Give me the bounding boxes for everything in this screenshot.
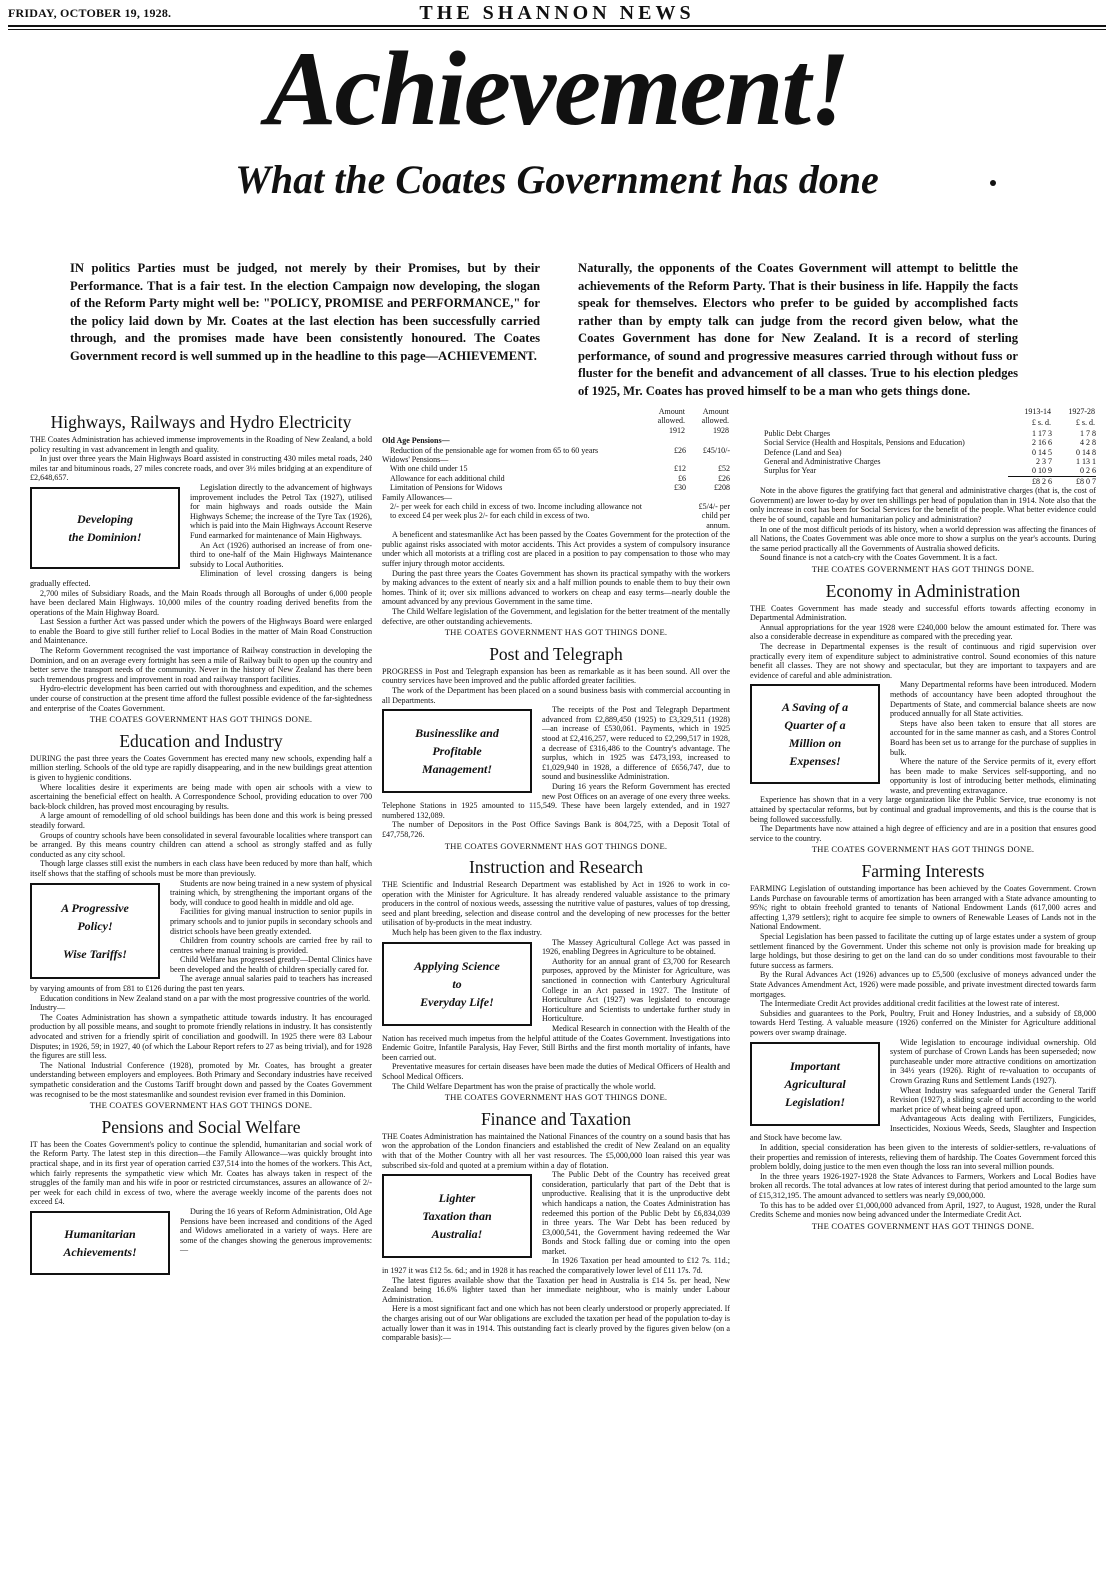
callout-line: Legislation! — [784, 1094, 845, 1109]
bullet-dot — [990, 180, 996, 186]
table-row: Family Allowances— — [382, 492, 452, 502]
tax-table — [750, 406, 1096, 486]
table-row: Social Service (Health and Hospitals, Pensions and Education) 2 16 6 4 2 8 — [764, 438, 1096, 448]
paragraph: Annual appropriations for the year 1928 were £240,000 below the amount estimated for. There was also a considerable decrease in expenditure as compared with the preceding year. — [750, 622, 1096, 642]
column-2 — [382, 406, 730, 1343]
paragraph: FARMING Legislation of outstanding importance has been achieved by the Coates Government. Crown Lands Purchase on favourable terms of amortization has been arranged with a State advance amounting to 95%; right to obtain freehold granted to tenants of National Endowment Lands (617,000 acres and affecting 1,379 settlers); right to acquire fee simple to owners of Renewable Leases of Lands not in the National Endowment. — [750, 884, 1096, 932]
column-1 — [30, 406, 372, 1279]
paragraph: In just over three years the Main Highways Board assisted in constructing 430 miles metal roads, 240 miles tar and bituminous roads, 27 miles concrete roads, and over 3½ miles bridging at an expenditure of £2,648,657. — [30, 454, 372, 483]
paragraph: Experience has shown that in a very large organization like the Public Service, true economy is not attained by spectacular reforms, but by continual and gradual improvements, and this is the course that is being followed successfully. — [750, 795, 1096, 824]
callout-line: Australia! — [431, 1227, 483, 1242]
paragraph: Industry— — [30, 1003, 66, 1013]
paragraph: During the past three years the Coates Government has shown its practical sympathy with the workers by making advances to the extent of nearly six and a half million pounds to enable them to buy their own homes. Think of it; over six millions advanced to workers on cheap and easy terms—nearly double the amount advanced by any previous Government in the same time. — [382, 568, 730, 607]
callout-line: Management! — [421, 762, 492, 777]
paragraph: Advantageous Acts dealing with Fertilizers, Fungicides, Insecticides, Noxious Weeds, Seeds, Slaughter and Inspection and Stock have become law. — [750, 1114, 1096, 1143]
section-title-post: Post and Telegraph — [489, 643, 623, 664]
table-row: Public Debt Charges 1 17 3 1 7 8 — [764, 428, 1096, 438]
callout-line: Wise Tariffs! — [63, 946, 127, 961]
paragraph: During the 16 years of Reform Administration, Old Age Pensions have been increased and conditions of the Aged and Widows ameliorated in a variety of ways. Here are some of the changes showing the generous improvements:— — [180, 1206, 372, 1255]
paragraph: Sound finance is not a catch-cry with the Coates Government. It is a fact. — [760, 553, 998, 563]
refrain: THE COATES GOVERNMENT HAS GOT THINGS DONE. — [444, 1092, 668, 1103]
callout-line: Expenses! — [789, 754, 841, 769]
table-row: Surplus for Year 0 10 9 0 2 6 — [764, 466, 1096, 476]
table-total-row: £8 2 6 £8 0 7 — [750, 476, 1096, 486]
paragraph: Students are now being trained in a new system of physical training which, by strengthening the important organs of the body, will conduce to good health in middle and old age. — [170, 878, 372, 907]
callout-line: Profitable — [432, 744, 482, 759]
callout-box-taxation — [382, 1174, 532, 1258]
paragraph: Medical Research in connection with the Health of the Nation has received much impetus from the helpful attitude of the Coates Government. Investigations into Endemic Goitre, Infantile Paralysis, Hay Fever, Still Births and the first month mortality of infants, have been carried out. — [382, 1024, 730, 1062]
paragraph: Preventative measures for certain diseases have been made the duties of Medical Officers of Health and School Medical Officers. — [382, 1062, 730, 1081]
paragraph: In 1926 Taxation per head amounted to £12 7s. 11d.; in 1927 it was £12 5s. 6d.; and in 1928 it has reached the comparatively lower level of £11 17s. 7d. — [382, 1256, 730, 1276]
paragraph: The work of the Department has been placed on a sound business basis with commercial accounting in all Departments. — [382, 686, 730, 705]
paragraph: The Child Welfare Department has won the praise of practically the whole world. — [392, 1081, 656, 1091]
table-header: 1913-14 — [1024, 407, 1051, 416]
table-header: Amount allowed. 1928 — [701, 407, 729, 435]
paragraph: An Act (1926) authorised an increase of from one-third to one-half of the Main Highways Maintenance subsidy to Local Authorities. — [190, 540, 372, 569]
paragraph: To this has to be added over £1,000,000 advanced from April, 1927, to August, 1928, under the Rural Credits Scheme and monies now being advanced under the Intermediate Credit Act. — [750, 1200, 1096, 1220]
column-3 — [750, 406, 1096, 1235]
table-row: Allowance for each additional child £6 £26 — [390, 473, 730, 483]
callout-box-humanitarian — [30, 1211, 170, 1275]
callout-line: Humanitarian — [64, 1226, 136, 1241]
paragraph: A beneficent and statesmanlike Act has been passed by the Coates Government for the protection of the public against risks associated with motor accidents. This Act provides a system of compulsory insurance under which all motorists at a trifling cost are placed in a position to pay compensation to those who may suffer injury through motor accidents. — [382, 530, 730, 569]
section-title-highways: Highways, Railways and Hydro Electricity — [50, 412, 352, 432]
subheadline: What the Coates Government has done — [235, 157, 879, 202]
callout-line: Achievements! — [63, 1244, 137, 1259]
refrain: THE COATES GOVERNMENT HAS GOT THINGS DONE. — [811, 844, 1035, 855]
paragraph: Special Legislation has been passed to facilitate the cutting up of large estates under a system of group settlement financed by the Government. Under this scheme not only is provision made for breaking up large holdings, but those desiring to get on the land can do so under conditions most favourable to their future success as farmers. — [750, 932, 1096, 970]
callout-line: Important — [789, 1058, 840, 1073]
callout-line: Lighter — [438, 1191, 476, 1206]
paragraph: In addition, special consideration has been given to the interests of soldier-settlers, re-valuations of their properties and remission of interests, relieving them of hardship. The Coates Government forced this problem boldly, doing justice to the men even though the loss ran into several million pounds. — [750, 1143, 1096, 1172]
issue-date: FRIDAY, OCTOBER 19, 1928. — [8, 6, 172, 20]
refrain: THE COATES GOVERNMENT HAS GOT THINGS DONE. — [89, 1100, 313, 1111]
paragraph: The average annual salaries paid to teachers has increased by varying amounts of from £81 to £126 during the past ten years. — [30, 974, 372, 994]
callout-line: Policy! — [77, 918, 113, 933]
callout-line: Developing — [77, 511, 133, 526]
paragraph: Steps have also been taken to ensure that all stores are accounted for in the same manner as cash, and a Stores Control Board has been set us to arrange for the purchase of supplies in bulk. — [890, 718, 1096, 757]
table-header: Amount allowed. 1912 — [657, 407, 685, 435]
paragraph: THE Coates Administration has achieved immense improvements in the Roading of New Zealand, a bold policy resulting in vast advancement in length and quality. — [30, 435, 372, 454]
paragraph: Wide legislation to encourage individual ownership. Old system of purchase of Crown Lands has been superseded; now purchaseable under more attractive conditions on amortization in 34½ years (1926). Right of re-valuation to occupants of Crown Grazing Runs and Settlement Lands (1927). — [890, 1037, 1096, 1085]
callout-line: Taxation than — [422, 1209, 492, 1224]
callout-line: Everyday Life! — [420, 994, 494, 1009]
paragraph: A large amount of remodelling of old school buildings has been done and this work is being pressed steadily forward. — [30, 811, 372, 830]
callout-box-businesslike — [382, 709, 532, 793]
callout-line: Quarter of a — [784, 718, 846, 733]
table-row: Limitation of Pensions for Widows £30 £208 — [390, 483, 730, 493]
paragraph: The latest figures available show that the Taxation per head in Australia is £14 5s. per head, New Zealand being 16.6% lighter taxed than her immediate neighbour, who is mainly under Labour Administration. — [382, 1275, 730, 1304]
paragraph: THE Coates Government has made steady and successful efforts towards affecting economy in Departmental Administration. — [750, 603, 1096, 623]
paragraph: The number of Depositors in the Post Office Savings Bank is 804,725, with a Deposit Total of £47,758,726. — [382, 820, 730, 839]
callout-line: Applying Science — [414, 958, 500, 973]
paragraph: PROGRESS in Post and Telegraph expansion has been as remarkable as it has been sound. All over the country services have been improved and the public afforded greater facilities. — [382, 666, 730, 686]
refrain: THE COATES GOVERNMENT HAS GOT THINGS DONE. — [811, 1220, 1035, 1231]
callout-line: A Progressive — [61, 900, 129, 915]
paragraph: By the Rural Advances Act (1926) advances up to £5,500 (exclusive of moneys advanced under the State Advances Amendment Act, 1926) were made possible, and private investment directed towards farm mortgages. — [750, 970, 1096, 999]
intro-right: Naturally, the opponents of the Coates Government will attempt to belittle the achievements of the Reform Party. That is their business in life. Happily the facts speak for themselves. Electors who prefer to be guided by accomplished facts rather than by empty talk can judge from the record given below, what the Coates Government has done for New Zealand. It is a record of sterling performance, of sound and progressive measures carried through without fuss or fluster for the benefit and advancement of all classes. True to his election pledges of 1925, Mr. Coates has proved himself to be a man who gets things done. — [578, 261, 1018, 398]
paragraph: Where localities desire it experiments are being made with open air schools with a view to ascertaining the beneficial effect on health. A Correspondence School, providing education to over 700 back-block children, has proved most encouraging by results. — [30, 782, 372, 811]
paragraph: The decrease in Departmental expenses is the result of continuous and rigid supervision over practically every item of expenditure subject to administrative control. Sound economies of this nature benefit all classes. They are not showy and spectacular, but they are important to taxpayers and are evidence of careful and able administration. — [750, 641, 1096, 680]
intro-left: IN politics Parties must be judged, not merely by their Promises, but by their Performance. That is a fair test. In the election Campaign now developing, the slogan of the Reform Party might well be: "POLICY, PROMISE and PERFORMANCE," for the policy laid down by Mr. Coates at the last election has been successfully carried through, and the promises made have been consistently honoured. The Coates Government record is well summed up in the headline to this page—ACHIEVEMENT. — [70, 261, 540, 363]
callout-line: Million on — [788, 736, 842, 751]
paragraph: During 16 years the Reform Government has erected new Post Offices on an average of one every three weeks. Telephone Stations in 1925 amounted to 115,549. These have been largely extended, and in 1927 numbered 132,089. — [382, 781, 730, 820]
table-header: £ s. d. — [1031, 418, 1051, 428]
paragraph: Child Welfare has progressed greatly—Dental Clinics have been developed and the health of children specially cared for. — [170, 955, 372, 974]
callout-box-developing — [30, 487, 180, 569]
paragraph: Though large classes still exist the numbers in each class have been reduced by more than half, which itself shows that the staffing of schools must be more than previously. — [30, 859, 372, 878]
paragraph: The Intermediate Credit Act provides additional credit facilities at the lowest rate of interest. — [760, 999, 1060, 1009]
table-row: Widows' Pensions— — [382, 455, 449, 465]
section-title-finance: Finance and Taxation — [480, 1108, 632, 1129]
table-row: General and Administrative Charges 2 3 7 1 13 1 — [764, 457, 1096, 467]
callout-line: A Saving of a — [781, 700, 849, 715]
table-row: Defence (Land and Sea) 0 14 5 0 14 8 — [764, 447, 1096, 457]
paragraph: Hydro-electric development has been carried out with thoroughness and expedition, and the schemes under course of construction at the present time afford the fullest possible evidence of the far-sightedness and enterprise of the Coates Government. — [30, 684, 372, 713]
paragraph: Wheat Industry was safeguarded under the General Tariff Revision (1927), a sliding scale of tariff according to the world market price of wheat being agreed upon. — [890, 1085, 1096, 1114]
paragraph: Legislation directly to the advancement of highways improvement includes the Petrol Tax (1927), utilised for main highways and roads outside the Main Highways Scheme; the increase of the Tyre Tax (1926), which is paid into the Main Highways Account Reserve Fund earmarked for maintenance of Main Highways. — [190, 482, 372, 540]
headline: Achievement! — [265, 30, 849, 147]
paragraph: The receipts of the Post and Telegraph Department advanced from £2,889,450 (1925) to £3,329,511 (1928)—an increase of £530,061. Payments, which in 1925 stood at £2,416,257, were reduced to £2,299,517 in 1928, a decrease of £316,486 to the Country's advantage. The surplus, which in 1925 was £473,193, increased to £1,029,940 in 1928, a difference of £656,747, due to sound and businesslike Administration. — [542, 705, 730, 782]
paragraph: Last Session a further Act was passed under which the powers of the Highways Board were enlarged to enable the Board to give still further relief to Local Bodies in the matter of Main Road Construction and Maintenance. — [30, 617, 372, 646]
section-title-research: Instruction and Research — [469, 857, 643, 878]
table-row: 2/- per week for each child in excess of two. Income including allowance not to exceed £4 per week plus 2/- for each child in excess of two. £5/4/- per child per annum. — [390, 502, 730, 530]
paragraph: Authority for an annual grant of £3,700 for Research purposes, approved by the Minister for Agriculture, was sanctioned in connection with Canterbury Agricultural College in an Act passed in 1927. The Institute of Horticulture Act (1927) was legislated to encourage Horticulture and Scientists to undertake further study in Horticulture. — [542, 956, 730, 1024]
pensions-table — [382, 406, 730, 530]
paragraph: Facilities for giving manual instruction to senior pupils in primary schools and to junior pupils in secondary schools and district schools have been greatly extended. — [170, 907, 372, 936]
callout-line: to — [452, 976, 462, 991]
section-title-pensions: Pensions and Social Welfare — [101, 1116, 301, 1137]
section-title-education: Education and Industry — [119, 730, 283, 751]
paragraph: The Child Welfare legislation of the Government, and legislation for the better treatment of the mentally defective, are other outstanding achievements. — [382, 607, 730, 626]
paragraph: Elimination of level crossing dangers is being gradually effected. — [30, 569, 372, 588]
paragraph: In one of the most difficult periods of its history, when a world depression was affecting the finances of all Nations, the Coates Government was able once more to show a surplus on the year's accounts. During the same period practically all the Governments of Australia showed deficits. — [750, 524, 1096, 553]
paragraph: Many Departmental reforms have been introduced. Modern methods of accountancy have been adopted throughout the Departments of State, and commercial balance sheets are now produced annually for all State activities. — [890, 680, 1096, 719]
paragraph: Education conditions in New Zealand stand on a par with the most progressive countries of the world. — [40, 993, 371, 1003]
paragraph: Where the nature of the Service permits of it, every effort has been made to make Services self-supporting, and no opportunity is lost of introducing better methods, eliminating waste, and preventing extravagance. — [890, 757, 1096, 795]
callout-box-agricultural — [750, 1042, 880, 1126]
paragraph: The Public Debt of the Country has received great consideration, particularly that part of the Debt that is unproductive. Realising that it is the unproductive debt which handicaps a nation, the Coates Administration has redeemed this portion of the Public Debt by £6,834,039 in three years. The War Debt has been reduced by £3,000,541, the Government having redeemed the War Bonds and Stock falling due or coming into the open market. — [542, 1170, 730, 1256]
paragraph: Much help has been given to the flax industry. — [392, 928, 542, 938]
callout-line: Businesslike and — [415, 726, 499, 741]
refrain: THE COATES GOVERNMENT HAS GOT THINGS DONE. — [444, 627, 668, 638]
paragraph: DURING the past three years the Coates Government has erected many new schools, expending half a million sterling. Schools of the old type are rapidly disappearing, and in the new buildings great attention is given to hygienic conditions. — [30, 753, 372, 782]
callout-box-saving — [750, 684, 880, 784]
callout-line: Agricultural — [784, 1076, 846, 1091]
paragraph: The Massey Agricultural College Act was passed in 1926, enabling Degrees in Agriculture to be obtained. — [542, 937, 730, 957]
table-header: 1927-28 — [1068, 407, 1095, 416]
refrain: THE COATES GOVERNMENT HAS GOT THINGS DONE. — [444, 840, 668, 851]
paragraph: 2,700 miles of Subsidiary Roads, and the Main Roads through all Boroughs of under 6,000 people have been declared Main Highways. 10,000 miles of the country roading derived benefits from the operations of the Main Highway Board. — [30, 588, 372, 617]
refrain: THE COATES GOVERNMENT HAS GOT THINGS DONE. — [89, 714, 313, 725]
paragraph: Note in the above figures the gratifying fact that general and administrative charges (that is, the cost of Government) are lower to-day by over ten shillings per head of population than in 1914. Note also that the only increase in cost has been for Social Services for the benefit of the people. What better evidence could there be of sound, capable and humanitarian policy and administration? — [750, 486, 1096, 525]
paragraph: The Reform Government recognised the vast importance of Railway construction in developing the Dominion, and on an average every fortnight has seen a mile of Railway built to open up the country and better serve the transport needs of the community. Never in the history of New Zealand has there been such tremendous progress and improvement in road and railway transport facilities. — [30, 646, 372, 684]
table-row: With one child under 15 £12 £52 — [390, 464, 730, 474]
table-row: Reduction of the pensionable age for women from 65 to 60 years £26 £45/10/- — [390, 445, 730, 455]
paragraph: The Departments have now attained a high degree of efficiency and are in a position that ensures good service to the country. — [750, 824, 1096, 843]
paragraph: Subsidies and guarantees to the Pork, Poultry, Fruit and Honey Industries, and a subsidy of £8,000 towards Herd Testing. A valuable measure (1926) conferred on the Minister for Agriculture additional powers over swamp drainage. — [750, 1008, 1096, 1037]
callout-box-progressive — [30, 883, 160, 979]
callout-line: the Dominion! — [68, 529, 142, 544]
paragraph: THE Coates Administration has maintained the National Finances of the country on a sound basis that has won the approbation of the London financiers and established the credit of New Zealand on an equality with that of the Mother Country with all her vast resources. The £5,000,000 loan raised this year was subscribed six-fold and quoted at a premium within a day of flotation. — [382, 1131, 730, 1170]
paragraph: The Coates Administration has shown a sympathetic attitude towards industry. It has encouraged production by all possible means, and sought to promote friendly relations in industry. It has consistently advocated and striven for a friendly spirit of conciliation and goodwill. In 1925 there were 83 Labour Disputes; in 1926, 59; in 1927, 40 (of which the Labour Report refers to 27 as being trivial), and for 1928 the figures are still less. — [30, 1012, 372, 1061]
newspaper-name: THE SHANNON NEWS — [419, 2, 695, 24]
paragraph: THE Scientific and Industrial Research Department was established by Act in 1926 to work in co-operation with the Minister for Agriculture. It has already rendered valuable assistance to the primary producers in the control of noxious weeds, assessing the nutritive value of pastures, values of top dressing, seed and plant breeding, selection and disease control and the developing of new processes for the better utilisation of by-products in the meat industry. — [382, 880, 730, 928]
table-row: Old Age Pensions— — [382, 436, 450, 446]
section-title-farming: Farming Interests — [861, 861, 985, 882]
table-header: £ s. d. — [1075, 418, 1095, 428]
refrain: THE COATES GOVERNMENT HAS GOT THINGS DONE. — [811, 564, 1035, 574]
table-cell — [382, 406, 642, 436]
paragraph: Here is a most significant fact and one which has not been clearly understood or properly appreciated. If the charges arising out of our War obligations are excluded the taxation per head of the population to-day is actually lower than it was in 1914. This outstanding fact is clearly proved by the figures given below (on a comparable basis):— — [382, 1304, 730, 1343]
paragraph: In the three years 1926-1927-1928 the State Advances to Farmers, Workers and Local Bodies have broken all records. The total advances at low rates of interest during that period amounted to the large sum of £15,312,195. The amount advanced to settlers was nearly £9,000,000. — [750, 1171, 1096, 1201]
paragraph: Groups of country schools have been consolidated in several favourable localities where transport can be arranged. By this means country children can attend a school as strongly staffed and as fully conducted as any city school. — [30, 830, 372, 859]
section-title-economy: Economy in Administration — [825, 580, 1021, 601]
paragraph: Children from country schools are carried free by rail to centres where manual training is provided. — [170, 936, 372, 955]
masthead — [8, 4, 1106, 24]
callout-box-science — [382, 942, 532, 1026]
paragraph: The National Industrial Conference (1928), promoted by Mr. Coates, has brought a greater understanding between employers and employees. Both Primary and Secondary industries have received sympathetic consideration and the Customs Tariff brought down and passed by the Coates Government was recognised to be the most statesmanlike and soundest revision ever framed in this Dominion. — [30, 1060, 372, 1099]
paragraph: IT has been the Coates Government's policy to continue the splendid, humanitarian and social work of the Reform Party. The latest step in this direction—the Family Allowance—was quickly brought into practical shape, and in its first year of operation carried £37,514 into the homes of the workers. This Act, which fairly represents the sympathetic view which Mr. Coates has always taken in respect of the struggles of the family man and his wife in poor or restricted circumstances, assures an allowance of 2/- per week for each child in excess of two, where the average weekly income of the parents does not exceed £4. — [30, 1139, 372, 1207]
